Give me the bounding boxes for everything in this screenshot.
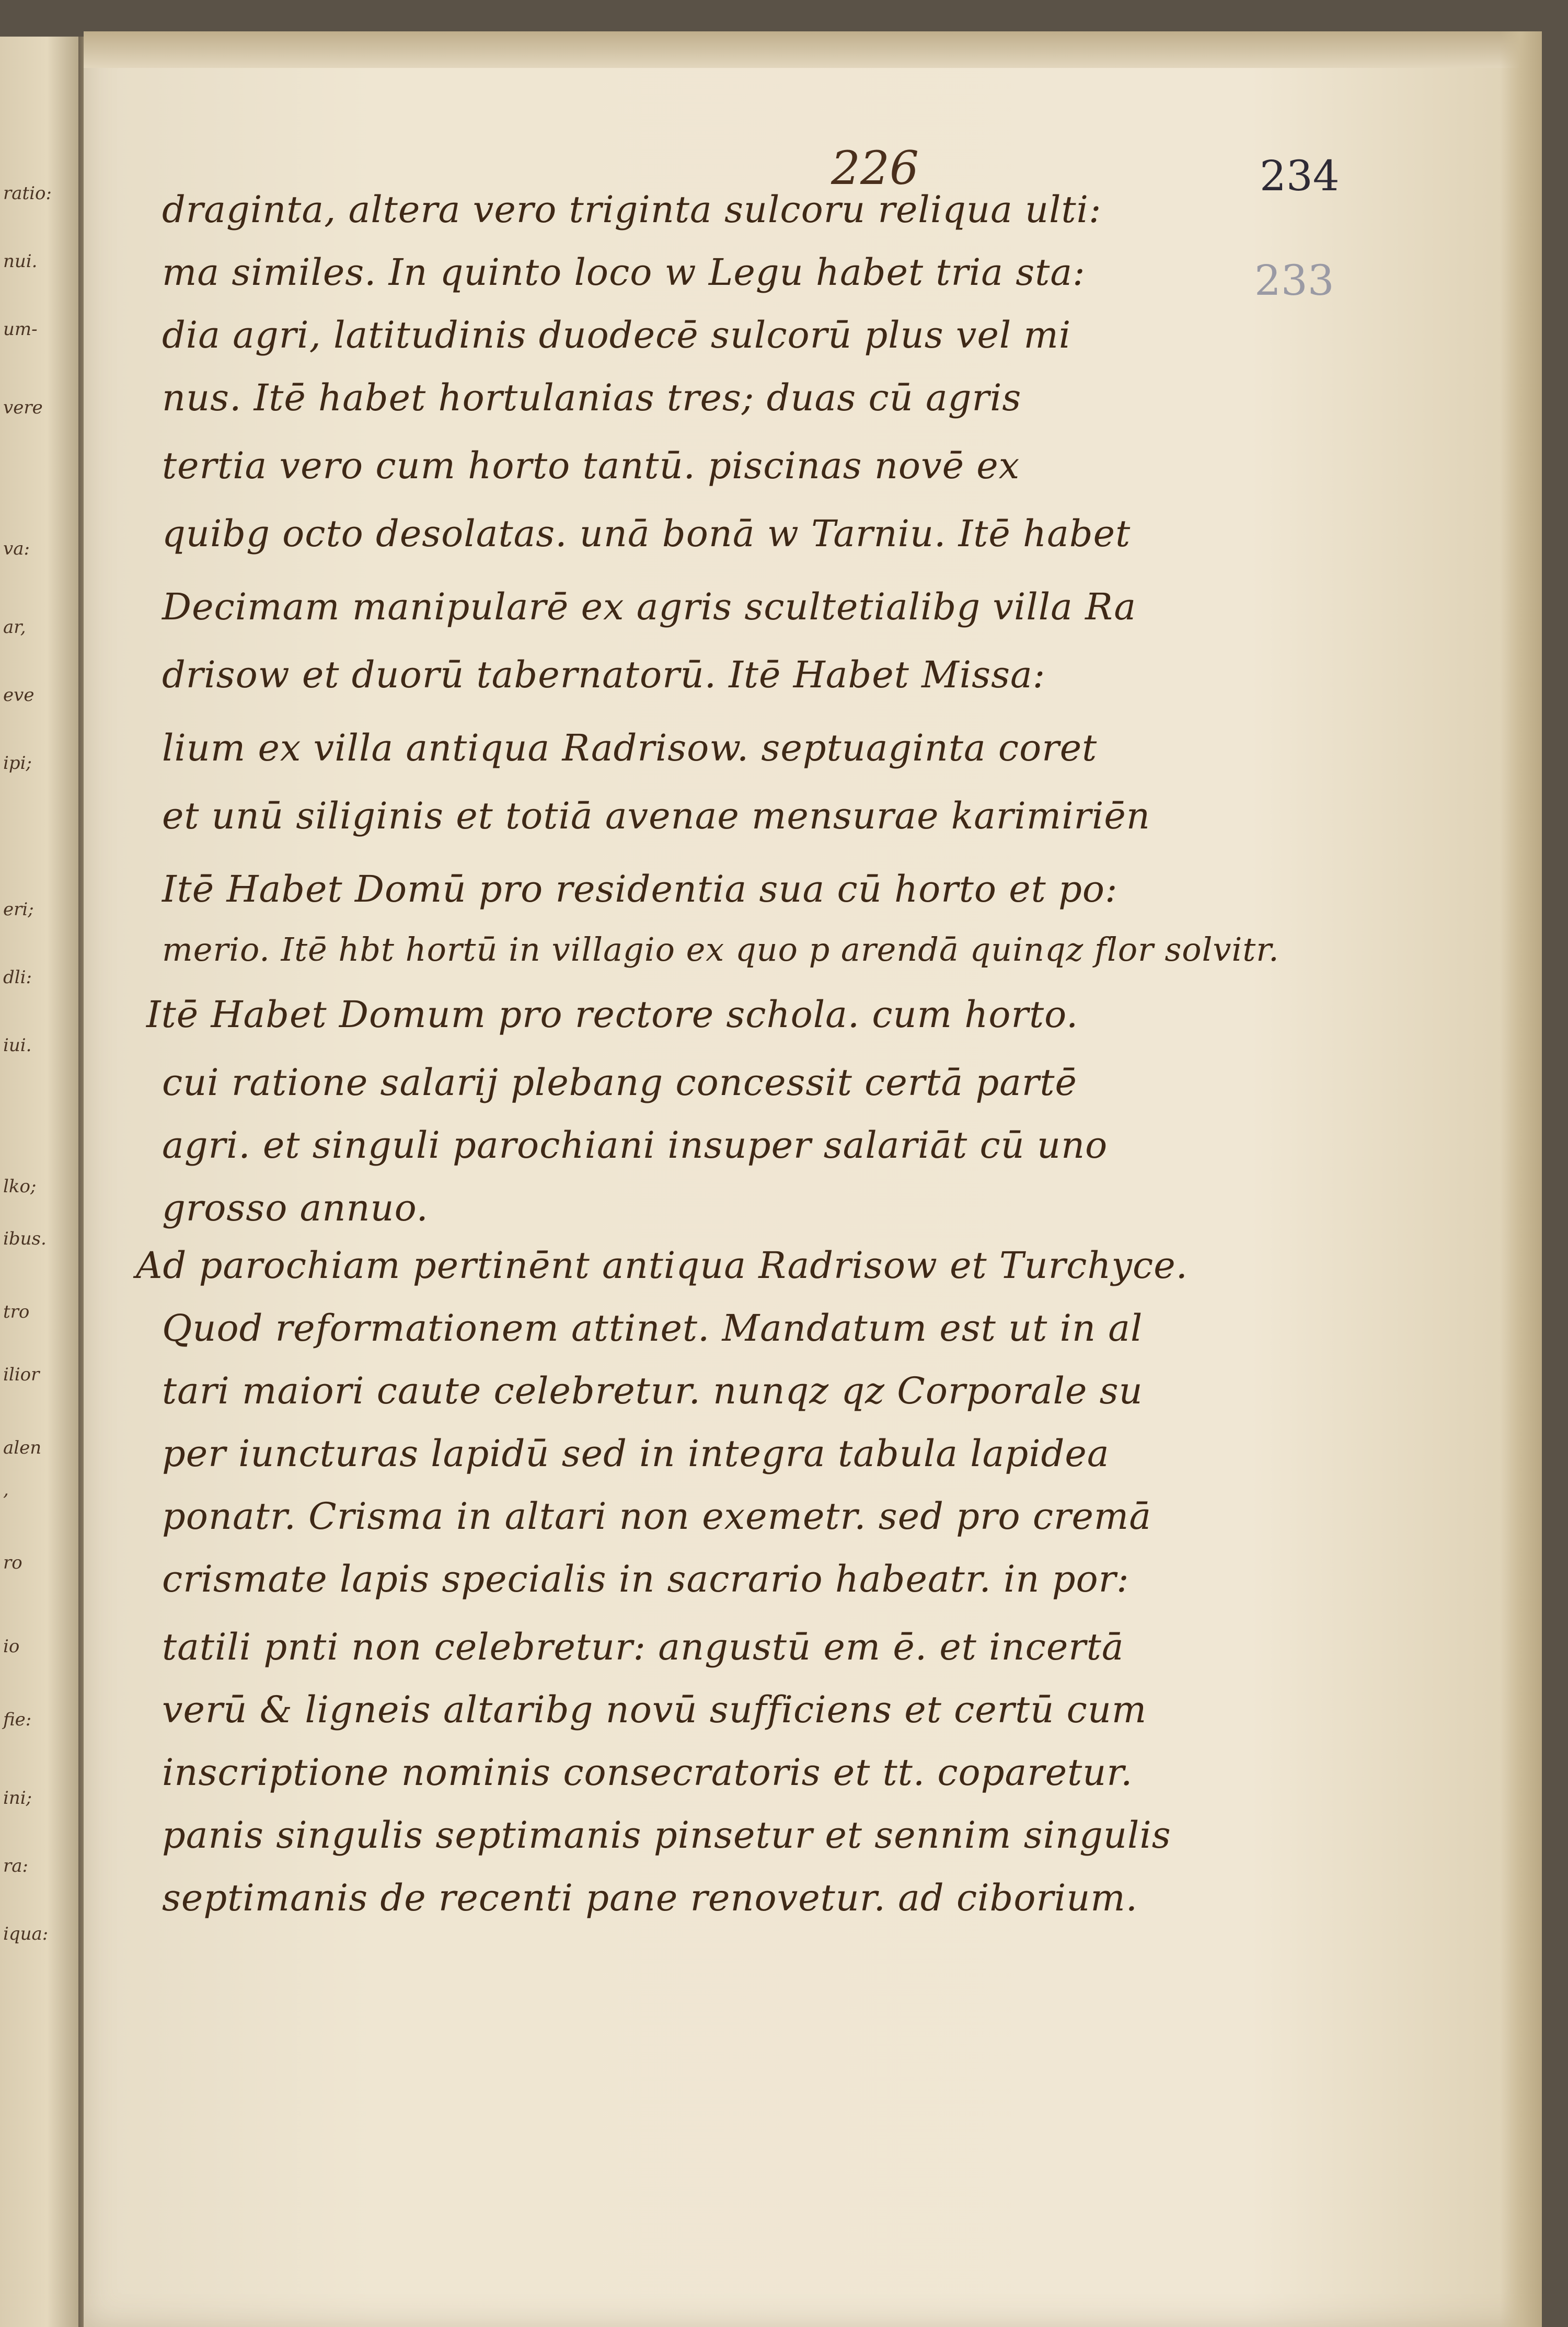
left-page-fragment: ar,	[3, 617, 26, 638]
left-page-fragment: ini;	[3, 1788, 32, 1808]
text-line: ponatr. Crisma in altari non exemetr. sed pro cremā	[162, 1495, 1152, 1538]
text-line: drisow et duorū tabernatorū. Itē Habet Missa:	[162, 653, 1046, 696]
text-line: tatili pnti non celebretur: angustū em ē. et incertā	[162, 1626, 1124, 1668]
left-page-fragment: iui.	[3, 1035, 32, 1056]
left-page-fragment: ra:	[3, 1856, 28, 1876]
text-line: verū & ligneis altaribg novū sufficiens et certū cum	[162, 1688, 1147, 1731]
folio-number: 234	[1260, 152, 1340, 200]
text-line: inscriptione nominis consecratoris et tt. coparetur.	[162, 1751, 1133, 1794]
text-line: Itē Habet Domū pro residentia sua cū horto et po:	[162, 868, 1118, 911]
left-page-fragment: ro	[3, 1552, 22, 1573]
text-line: agri. et singuli parochiani insuper salariāt cū uno	[162, 1124, 1108, 1167]
left-page-fragment: nui.	[3, 251, 38, 272]
left-page-fragment: ipi;	[3, 753, 32, 774]
folio-number-old: 233	[1254, 256, 1334, 305]
left-page-fragment: ratio:	[3, 183, 52, 204]
text-line: draginta, altera vero triginta sulcoru reliqua ulti:	[162, 188, 1102, 231]
left-page-fragment: fie:	[3, 1709, 32, 1730]
text-line: nus. Itē habet hortulanias tres; duas cū agris	[162, 376, 1022, 419]
left-page-edge	[0, 37, 80, 2327]
left-page-fragment: vere	[3, 397, 43, 418]
text-line: panis singulis septimanis pinsetur et sennim singulis	[162, 1814, 1171, 1857]
manuscript-page	[84, 31, 1542, 2327]
left-page-fragment: dli:	[3, 967, 32, 988]
text-line: grosso annuo.	[162, 1186, 429, 1229]
left-page-fragment: io	[3, 1636, 20, 1657]
text-line: Quod reformationem attinet. Mandatum est ut in al	[162, 1307, 1143, 1350]
text-line: lium ex villa antiqua Radrisow. septuaginta coret	[162, 727, 1098, 769]
text-line: ma similes. In quinto loco w Legu habet tria sta:	[162, 251, 1086, 294]
text-line: septimanis de recenti pane renovetur. ad ciborium.	[162, 1876, 1138, 1919]
text-line: dia agri, latitudinis duodecē sulcorū plus vel mi	[162, 314, 1071, 356]
left-page-fragment: ,	[3, 1479, 9, 1500]
text-line: et unū siliginis et totiā avenae mensurae karimiriēn	[162, 794, 1150, 837]
text-line: quibg octo desolatas. unā bonā w Tarniu. Itē habet	[162, 512, 1131, 555]
text-line: Ad parochiam pertinēnt antiqua Radrisow et Turchyce.	[136, 1244, 1188, 1287]
left-page-fragment: eve	[3, 685, 34, 706]
left-page-fragment: va:	[3, 538, 30, 559]
text-line: Itē Habet Domum pro rectore schola. cum horto.	[146, 993, 1079, 1036]
left-page-fragment: eri;	[3, 899, 34, 920]
left-page-fragment: lko;	[3, 1176, 37, 1197]
page-number: 226	[831, 141, 919, 195]
text-line: Decimam manipularē ex agris scultetialibg villa Ra	[162, 585, 1137, 628]
left-page-fragment: ilior	[3, 1364, 40, 1385]
text-line: per iuncturas lapidū sed in integra tabula lapidea	[162, 1432, 1110, 1475]
manuscript-text	[84, 31, 1542, 2327]
text-line: merio. Itē hbt hortū in villagio ex quo p arendā quinqz flor solvitr.	[162, 930, 1279, 969]
text-line: tertia vero cum horto tantū. piscinas novē ex	[162, 444, 1020, 487]
text-line: tari maiori caute celebretur. nunqz qz Corporale su	[162, 1369, 1143, 1412]
left-page-fragment: alen	[3, 1437, 42, 1458]
left-page-fragment: iqua:	[3, 1923, 49, 1944]
left-page-fragment: tro	[3, 1301, 30, 1322]
left-page-fragment: um-	[3, 319, 38, 340]
left-page-fragment: ibus.	[3, 1228, 47, 1249]
text-line: cui ratione salarij plebang concessit certā partē	[162, 1061, 1077, 1104]
text-line: crismate lapis specialis in sacrario habeatr. in por:	[162, 1558, 1129, 1600]
